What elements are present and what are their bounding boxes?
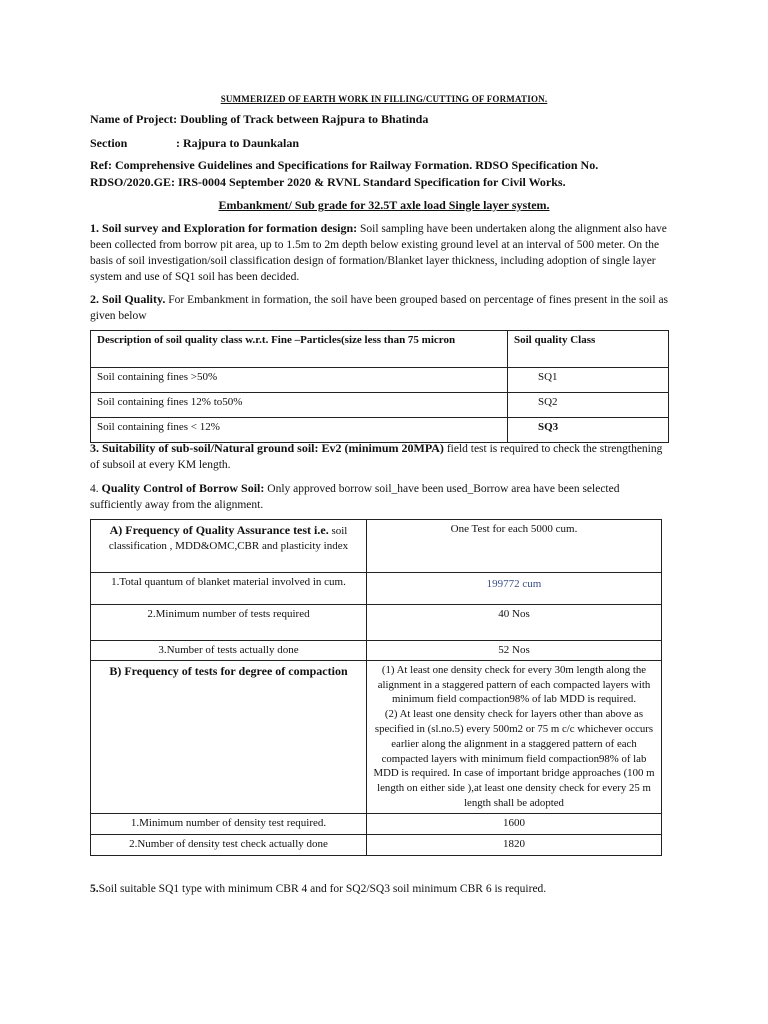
qa-a-heading: A) Frequency of Quality Assurance test i.e. <box>109 523 329 537</box>
qa-b-value <box>367 660 662 813</box>
table-row <box>91 813 662 834</box>
section-4-number: 4. <box>90 483 102 495</box>
quality-assurance-table <box>90 519 662 856</box>
qa-b-heading: B) Frequency of tests for degree of compaction <box>91 660 367 813</box>
soil-class-header: Soil quality Class <box>508 331 669 368</box>
table-header-row <box>91 331 669 368</box>
qa-row-value: 52 Nos <box>367 641 662 661</box>
project-line <box>90 111 428 128</box>
table-row <box>91 368 669 393</box>
table-row <box>91 520 662 573</box>
section-label: Section <box>90 136 128 150</box>
soil-desc-cell: Soil containing fines >50% <box>91 368 508 393</box>
soil-quality-table <box>90 330 669 443</box>
table-row <box>91 641 662 661</box>
qa-a-heading-cell <box>91 520 367 573</box>
section-2-paragraph <box>90 291 672 325</box>
document-title: SUMMERIZED OF EARTH WORK IN FILLING/CUTTING OF FORMATION. <box>220 94 548 104</box>
qa-a-value: One Test for each 5000 cum. <box>367 520 662 573</box>
reference-line-2: RDSO/2020.GE: IRS-0004 September 2020 & RVNL Standard Specification for Civil Works. <box>90 175 566 189</box>
qa-row-value: 199772 cum <box>367 573 662 605</box>
qa-row-label: 2.Number of density test check actually done <box>91 834 367 855</box>
section-4-paragraph <box>90 480 672 514</box>
table-row <box>91 418 669 443</box>
soil-desc-header: Description of soil quality class w.r.t. Fine –Particles(size less than 75 micron <box>91 331 508 368</box>
embankment-subheading: Embankment/ Sub grade for 32.5T axle load Single layer system. <box>218 198 550 212</box>
section-4-text: Only approved borrow soil_have been used_Borrow area have been selected sufficiently away from the alignment. <box>90 483 620 511</box>
section-3-heading: 3. Suitability of sub-soil/Natural ground soil: Ev2 (minimum 20MPA) <box>90 441 444 455</box>
soil-desc-cell: Soil containing fines < 12% <box>91 418 508 443</box>
reference-line-1: Ref: Comprehensive Guidelines and Specifications for Railway Formation. RDSO Specification No. <box>90 158 599 172</box>
qa-row-label: 3.Number of tests actually done <box>91 641 367 661</box>
compaction-rule-1: (1) At least one density check for every 30m length along the alignment in a staggered pattern of each compacted layers with minimum field compaction98% of lab MDD is required. <box>377 663 651 706</box>
qa-row-label: 1.Total quantum of blanket material involved in cum. <box>91 573 367 605</box>
section-5-text: Soil suitable SQ1 type with minimum CBR 4 and for SQ2/SQ3 soil minimum CBR 6 is required. <box>98 883 547 895</box>
section-5-number: 5. <box>90 883 99 895</box>
section-1-paragraph <box>90 220 672 285</box>
soil-class-cell: SQ2 <box>508 393 669 418</box>
table-row <box>91 573 662 605</box>
section-3-paragraph <box>90 440 672 474</box>
table-row <box>91 660 662 813</box>
section-value: : Rajpura to Daunkalan <box>176 136 300 150</box>
soil-desc-cell: Soil containing fines 12% to50% <box>91 393 508 418</box>
qa-row-value: 40 Nos <box>367 605 662 641</box>
section-2-text: For Embankment in formation, the soil have been grouped based on percentage of fines present in the soil as given below <box>90 294 669 322</box>
soil-class-cell: SQ3 <box>508 418 669 443</box>
qa-row-value: 1820 <box>367 834 662 855</box>
qa-row-label: 1.Minimum number of density test required. <box>91 813 367 834</box>
section-1-text: Soil sampling have been undertaken along the alignment also have been collected from borrow pit area, up to 1.5m to 2m depth below existing ground level at an interval of 500 meter. On the basis of soil investigation/soil classification design of formation/Blanket layer thickness, including adoption of single layer system and use of SQ1 soil has been decided. <box>90 223 667 283</box>
soil-class-cell: SQ1 <box>508 368 669 393</box>
section-5-paragraph <box>90 882 672 898</box>
qa-row-label: 2.Minimum number of tests required <box>91 605 367 641</box>
section-1-heading: 1. Soil survey and Exploration for formation design: <box>90 221 358 235</box>
compaction-rule-2: (2) At least one density check for layers other than above as specified in (sl.no.5) every 500m2 or 75 m c/c whichever occurs earlier along the alignment in a staggered pattern of each compacted layers with minimum field compaction98% of lab MDD is required. In case of important bridge approaches (100 m length on either side ),at least one density check for every 25 m length shall be adopted <box>373 708 655 809</box>
section-4-heading: Quality Control of Borrow Soil: <box>101 481 265 495</box>
section-line <box>90 135 299 152</box>
qa-a-heading-rest: soil classification , MDD&OMC,CBR and plasticity index <box>108 525 349 552</box>
qa-row-value: 1600 <box>367 813 662 834</box>
section-3-text: field test is required to check the strengthening of subsoil at every KM length. <box>90 443 663 471</box>
project-label: Name of Project: <box>90 112 178 126</box>
table-row <box>91 393 669 418</box>
project-value: Doubling of Track between Rajpura to Bhatinda <box>180 112 429 126</box>
table-row <box>91 834 662 855</box>
table-row <box>91 605 662 641</box>
section-2-heading: 2. Soil Quality. <box>90 292 166 306</box>
